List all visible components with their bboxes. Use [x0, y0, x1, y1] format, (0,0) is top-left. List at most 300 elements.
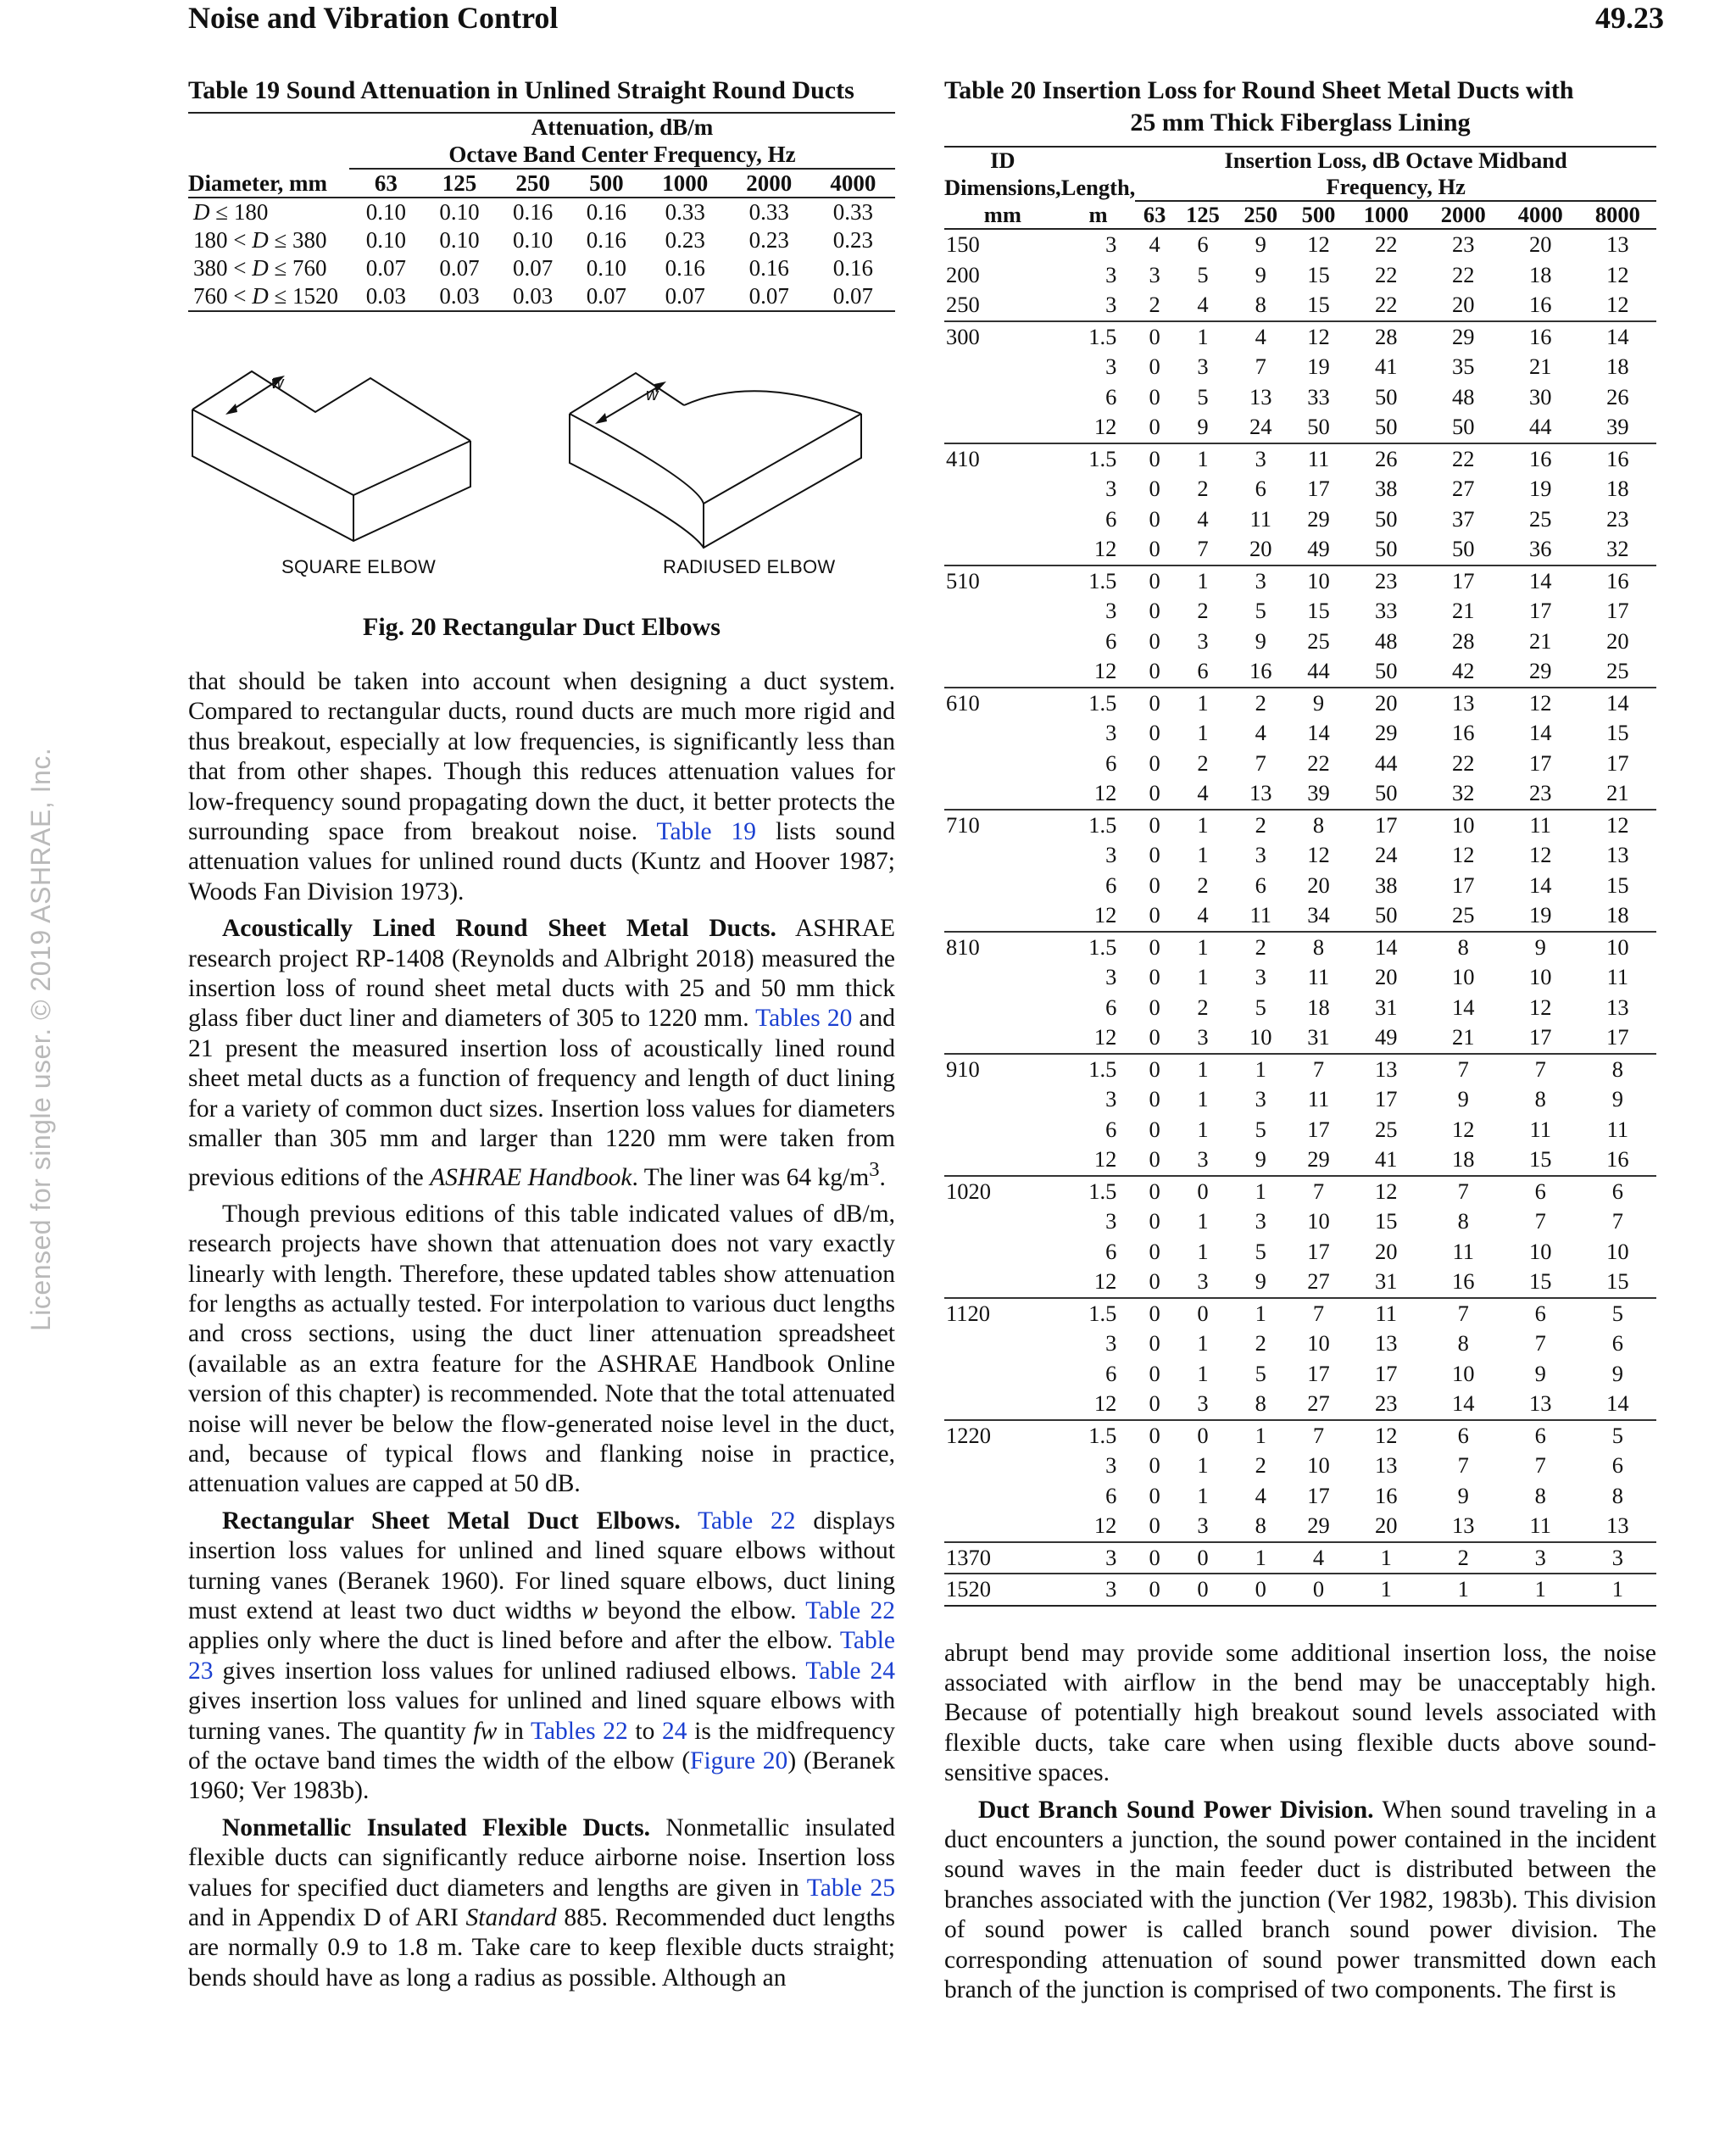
duct-id-cell: 1370	[944, 1542, 1061, 1574]
length-cell: 1.5	[1061, 565, 1136, 597]
run-in-heading: Duct Branch Sound Power Division.	[978, 1796, 1374, 1824]
insertion-loss-cell: 1	[1348, 1542, 1425, 1574]
duct-id-cell: 200	[946, 261, 980, 287]
table19-col-header: 125	[423, 169, 497, 198]
table-row	[944, 504, 1656, 535]
duct-id-cell	[944, 1329, 1061, 1359]
insertion-loss-cell: 19	[1307, 354, 1330, 379]
insertion-loss-cell: 5	[1197, 261, 1209, 287]
duct-id-cell	[944, 1511, 1061, 1542]
insertion-loss-cell: 28	[1348, 321, 1425, 353]
insertion-loss-cell: 22	[1374, 292, 1398, 317]
insertion-loss-cell: 50	[1451, 414, 1475, 439]
length-cell: 3	[1105, 261, 1117, 287]
insertion-loss-cell: 49	[1374, 1024, 1398, 1050]
insertion-loss-cell: 15	[1307, 598, 1330, 623]
insertion-loss-cell: 10	[1307, 1208, 1330, 1234]
table-row	[188, 198, 895, 226]
table-row	[944, 1054, 1656, 1085]
length-cell: 3	[1105, 354, 1117, 379]
insertion-loss-cell: 1	[1197, 1452, 1209, 1478]
insertion-loss-cell: 14	[1606, 1390, 1629, 1416]
table20-freq-header: 1000	[1348, 201, 1425, 229]
insertion-loss-cell: 2	[1232, 810, 1289, 841]
insertion-loss-cell: 9	[1255, 231, 1266, 257]
insertion-loss-cell: 11	[1348, 1298, 1425, 1329]
insertion-loss-cell: 3	[1255, 964, 1266, 989]
insertion-loss-cell: 27	[1307, 1268, 1330, 1294]
insertion-loss-cell: 15	[1606, 720, 1629, 745]
table-row	[944, 1022, 1656, 1054]
insertion-loss-cell: 17	[1348, 810, 1425, 841]
insertion-loss-cell: 4	[1149, 231, 1160, 257]
attenuation-cell: 0.07	[365, 255, 406, 281]
insertion-loss-cell: 17	[1529, 1024, 1552, 1050]
table-row	[944, 840, 1656, 871]
attenuation-cell: 0.33	[665, 199, 705, 225]
insertion-loss-cell: 7	[1425, 1298, 1502, 1329]
insertion-loss-cell: 1	[1197, 1482, 1209, 1508]
attenuation-cell: 0.16	[586, 227, 626, 253]
insertion-loss-cell: 17	[1606, 749, 1629, 776]
insertion-loss-cell: 4	[1197, 292, 1209, 317]
table20-freq-header: 8000	[1579, 201, 1656, 229]
insertion-loss-cell: 17	[1307, 1482, 1330, 1508]
table-row	[944, 1298, 1656, 1329]
insertion-loss-cell: 3	[1197, 1024, 1209, 1050]
insertion-loss-cell: 27	[1307, 1390, 1330, 1416]
insertion-loss-cell: 0	[1149, 720, 1160, 745]
insertion-loss-cell: 12	[1606, 292, 1629, 317]
table-row	[944, 749, 1656, 779]
insertion-loss-cell: 0	[1149, 902, 1160, 928]
table-row	[944, 778, 1656, 810]
insertion-loss-cell: 50	[1374, 414, 1398, 439]
insertion-loss-cell: 17	[1529, 749, 1552, 776]
insertion-loss-cell: 1	[1174, 321, 1232, 353]
insertion-loss-cell: 12	[1579, 810, 1656, 841]
insertion-loss-cell: 8	[1425, 932, 1502, 963]
insertion-loss-cell: 6	[1579, 1176, 1656, 1207]
insertion-loss-cell: 34	[1307, 902, 1330, 928]
insertion-loss-cell: 27	[1451, 476, 1475, 501]
insertion-loss-cell: 15	[1529, 1146, 1552, 1172]
insertion-loss-cell: 32	[1451, 780, 1475, 805]
length-cell: 6	[1105, 505, 1117, 532]
insertion-loss-cell: 50	[1374, 658, 1398, 683]
insertion-loss-cell: 5	[1255, 1238, 1266, 1264]
insertion-loss-cell: 37	[1451, 505, 1475, 532]
attenuation-cell: 0.23	[665, 227, 705, 253]
insertion-loss-cell: 11	[1307, 964, 1330, 989]
length-cell: 1.5	[1061, 321, 1136, 353]
diameter-cell: D ≤ 180	[193, 199, 269, 225]
insertion-loss-cell: 7	[1289, 1298, 1347, 1329]
attenuation-cell: 0.10	[513, 227, 554, 253]
insertion-loss-cell: 29	[1307, 1146, 1330, 1172]
insertion-loss-cell: 1	[1502, 1574, 1579, 1606]
insertion-loss-cell: 7	[1289, 1176, 1347, 1207]
insertion-loss-cell: 16	[1249, 658, 1272, 683]
paragraph: Nonmetallic Insulated Flexible Ducts. Nonmetallic insulated flexible ducts can significantly reduce airborne noise. Insertion loss values for specified duct diameters and lengths are given in Table 25 and in Appendix D of ARI Standard 885. Recommended duct lengths are normally 0.9 to 1.8 m. Take care to keep flexible ducts straight; bends should have as long a radius as possible. Although an	[188, 1813, 896, 1992]
diameter-cell: 380 < D ≤ 760	[193, 255, 327, 281]
run-in-heading: Acoustically Lined Round Sheet Metal Ducts.	[222, 915, 776, 943]
insertion-loss-cell: 1	[1174, 443, 1232, 475]
diameter-cell: 760 < D ≤ 1520	[193, 283, 339, 309]
length-cell: 3	[1105, 231, 1117, 257]
insertion-loss-cell: 12	[1307, 231, 1330, 257]
insertion-loss-cell: 0	[1174, 1420, 1232, 1451]
duct-id-cell	[944, 1267, 1061, 1298]
insertion-loss-cell: 1	[1197, 842, 1209, 867]
insertion-loss-cell: 13	[1249, 383, 1272, 409]
table-row	[944, 534, 1656, 565]
insertion-loss-cell: 7	[1534, 1208, 1546, 1234]
insertion-loss-cell: 5	[1255, 1116, 1266, 1142]
paragraph: Acoustically Lined Round Sheet Metal Ducts. ASHRAE research project RP-1408 (Reynolds and Albright 2018) measured the insertion loss of round sheet metal ducts with 25 and 50 mm thick glass fiber duct liner and diameters of 305 to 1220 mm. Tables 20 and 21 present the measured insertion loss of acoustically lined round sheet metal ducts as a function of frequency and length of duct lining for a variety of common duct sizes. Insertion loss values for diameters smaller than 305 mm and larger than 1220 mm were taken from previous editions of the ASHRAE Handbook. The liner was 64 $kg/m^3$.	[188, 915, 895, 1191]
insertion-loss-cell: 0	[1149, 476, 1160, 501]
table-row	[944, 1237, 1656, 1267]
insertion-loss-cell: 0	[1149, 1146, 1160, 1172]
insertion-loss-cell: 0	[1149, 658, 1160, 683]
insertion-loss-cell: 39	[1307, 780, 1330, 805]
attenuation-cell: 0.07	[665, 283, 705, 309]
insertion-loss-cell: 1	[1174, 932, 1232, 963]
diameter-cell: 180 < D ≤ 380	[193, 227, 327, 253]
table-row	[944, 962, 1656, 993]
figure20-caption: Fig. 20 Rectangular Duct Elbows	[363, 613, 721, 641]
table20-group-header-freq: Frequency, Hz	[1135, 174, 1656, 201]
insertion-loss-cell: 0	[1149, 1238, 1160, 1264]
insertion-loss-cell: 1	[1197, 1086, 1209, 1111]
table22-link[interactable]: Table 22	[805, 1597, 896, 1625]
insertion-loss-cell: 21	[1606, 780, 1629, 805]
insertion-loss-cell: 18	[1606, 354, 1629, 379]
insertion-loss-cell: 7	[1534, 1452, 1546, 1478]
insertion-loss-cell: 25	[1451, 902, 1475, 928]
table20-hdr-m: m	[1061, 201, 1136, 229]
insertion-loss-cell: 10	[1529, 964, 1552, 989]
insertion-loss-cell: 21	[1451, 598, 1475, 623]
insertion-loss-cell: 21	[1529, 627, 1552, 654]
insertion-loss-cell: 8	[1255, 1513, 1266, 1538]
table20-group-header: Insertion Loss, dB Octave Midband	[1224, 148, 1567, 173]
insertion-loss-cell: 0	[1174, 1176, 1232, 1207]
length-cell: 3	[1105, 1086, 1117, 1111]
insertion-loss-cell: 3	[1197, 1390, 1209, 1416]
length-cell: 6	[1105, 994, 1117, 1020]
attenuation-cell: 0.16	[586, 199, 626, 225]
insertion-loss-cell: 3	[1255, 1208, 1266, 1234]
table-row	[944, 596, 1656, 627]
duct-id-cell	[944, 1389, 1061, 1420]
table-row	[944, 1574, 1656, 1606]
insertion-loss-cell: 23	[1451, 231, 1475, 257]
insertion-loss-cell: 20	[1374, 1513, 1398, 1538]
table24-link[interactable]: 24	[662, 1717, 687, 1745]
insertion-loss-cell: 29	[1307, 1513, 1330, 1538]
duct-id-cell	[944, 1084, 1061, 1115]
insertion-loss-cell: 0	[1149, 1452, 1160, 1478]
insertion-loss-cell: 20	[1249, 536, 1272, 561]
table-row	[944, 871, 1656, 901]
insertion-loss-cell: 5	[1197, 383, 1209, 409]
table20-hdr-dimensions: Dimensions,	[944, 174, 1061, 200]
insertion-loss-cell: 0	[1149, 1024, 1160, 1050]
insertion-loss-cell: 13	[1348, 1054, 1425, 1085]
table20-freq-header: 4000	[1502, 201, 1579, 229]
duct-id-cell	[944, 627, 1061, 657]
table20-hdr-id: ID	[990, 148, 1015, 173]
insertion-loss-cell: 23	[1529, 780, 1552, 805]
table25-link[interactable]: Table 25	[806, 1874, 895, 1902]
insertion-loss-cell: 0	[1149, 1330, 1160, 1356]
insertion-loss-cell: 11	[1289, 443, 1347, 475]
table19-body	[188, 198, 895, 311]
table20-hdr-mm: mm	[944, 201, 1061, 229]
insertion-loss-cell: 1	[1232, 1298, 1289, 1329]
insertion-loss-cell: 1	[1174, 810, 1232, 841]
insertion-loss-cell: 4	[1197, 505, 1209, 532]
attenuation-cell: 0.10	[365, 227, 406, 253]
insertion-loss-cell: 0	[1149, 536, 1160, 561]
insertion-loss-cell: 2	[1255, 1452, 1266, 1478]
table-row	[944, 443, 1656, 475]
length-cell: 6	[1105, 1116, 1117, 1142]
insertion-loss-cell: 17	[1374, 1086, 1398, 1111]
run-in-heading: Rectangular Sheet Metal Duct Elbows.	[222, 1507, 681, 1535]
length-cell: 6	[1105, 872, 1117, 898]
table-row	[944, 1451, 1656, 1481]
table-row	[944, 1481, 1656, 1512]
table-row	[944, 229, 1656, 260]
table-row	[188, 254, 895, 282]
insertion-loss-cell: 11	[1529, 1116, 1552, 1142]
table-row	[944, 474, 1656, 504]
length-cell: 12	[1093, 658, 1117, 683]
insertion-loss-cell: 10	[1307, 1452, 1330, 1478]
table20-caption-line2: 25 mm Thick Fiberglass Lining	[1130, 109, 1471, 136]
insertion-loss-cell: 14	[1529, 720, 1552, 745]
table20-column-headers	[944, 201, 1656, 229]
insertion-loss-cell: 8	[1534, 1086, 1546, 1111]
insertion-loss-cell: 22	[1425, 443, 1502, 475]
insertion-loss-cell: 1	[1232, 1054, 1289, 1085]
insertion-loss-cell: 1	[1232, 1420, 1289, 1451]
duct-id-cell	[944, 412, 1061, 443]
insertion-loss-cell: 50	[1307, 414, 1330, 439]
attenuation-cell: 0.03	[513, 283, 554, 309]
running-header-title: Noise and Vibration Control	[188, 1, 559, 35]
table19-group-header: Attenuation, dB/m	[531, 114, 714, 140]
insertion-loss-cell: 17	[1307, 1116, 1330, 1142]
length-cell: 3	[1105, 598, 1117, 623]
insertion-loss-cell: 15	[1307, 261, 1330, 287]
length-cell: 6	[1105, 627, 1117, 654]
insertion-loss-cell: 8	[1255, 1390, 1266, 1416]
insertion-loss-cell: 5	[1255, 1360, 1266, 1386]
figure20-link[interactable]: Figure 20	[690, 1747, 788, 1775]
length-cell: 6	[1105, 1238, 1117, 1264]
insertion-loss-cell: 31	[1307, 1024, 1330, 1050]
insertion-loss-cell: 10	[1606, 1238, 1629, 1264]
square-elbow-label: SQUARE ELBOW	[281, 556, 437, 577]
duct-id-cell	[944, 1115, 1061, 1145]
insertion-loss-cell: 2	[1197, 749, 1209, 776]
insertion-loss-cell: 20	[1348, 688, 1425, 719]
insertion-loss-cell: 15	[1606, 872, 1629, 898]
insertion-loss-cell: 17	[1374, 1360, 1398, 1386]
duct-id-cell: 250	[946, 292, 980, 317]
insertion-loss-cell: 4	[1289, 1542, 1347, 1574]
insertion-loss-cell: 39	[1606, 414, 1629, 439]
insertion-loss-cell: 16	[1451, 1268, 1475, 1294]
length-cell: 3	[1105, 476, 1117, 501]
duct-id-cell	[944, 993, 1061, 1023]
insertion-loss-cell: 11	[1606, 1116, 1629, 1142]
duct-id-cell	[944, 596, 1061, 627]
duct-id-cell	[944, 1451, 1061, 1481]
table-row	[944, 290, 1656, 321]
insertion-loss-cell: 29	[1374, 720, 1398, 745]
insertion-loss-cell: 12	[1451, 1116, 1475, 1142]
insertion-loss-cell: 8	[1457, 1330, 1469, 1356]
length-cell: 12	[1093, 1390, 1117, 1416]
table24-link[interactable]: Table 24	[805, 1657, 896, 1685]
insertion-loss-cell: 5	[1579, 1420, 1656, 1451]
insertion-loss-cell: 18	[1307, 994, 1330, 1020]
attenuation-cell: 0.33	[748, 199, 789, 225]
insertion-loss-cell: 50	[1374, 902, 1398, 928]
table23-link[interactable]: Table 23	[188, 1627, 895, 1685]
length-cell: 3	[1105, 1208, 1117, 1234]
insertion-loss-cell: 3	[1255, 842, 1266, 867]
insertion-loss-cell: 20	[1307, 872, 1330, 898]
insertion-loss-cell: 23	[1606, 505, 1629, 532]
insertion-loss-cell: 4	[1232, 321, 1289, 353]
table19-col-header: 1000	[643, 169, 727, 198]
length-cell: 12	[1093, 536, 1117, 561]
run-in-heading: Nonmetallic Insulated Flexible Ducts.	[222, 1813, 650, 1841]
insertion-loss-cell: 0	[1149, 1482, 1160, 1508]
insertion-loss-cell: 0	[1149, 842, 1160, 867]
insertion-loss-cell: 9	[1255, 1268, 1266, 1294]
insertion-loss-cell: 1	[1197, 1208, 1209, 1234]
insertion-loss-cell: 14	[1451, 1390, 1475, 1416]
table-row	[944, 1329, 1656, 1359]
insertion-loss-cell: 15	[1307, 292, 1330, 317]
insertion-loss-cell: 11	[1249, 505, 1272, 532]
attenuation-cell: 0.16	[748, 255, 789, 281]
attenuation-cell: 0.10	[365, 199, 406, 225]
insertion-loss-cell: 0	[1149, 1268, 1160, 1294]
insertion-loss-cell: 15	[1374, 1208, 1398, 1234]
insertion-loss-cell: 16	[1451, 720, 1475, 745]
left-column	[188, 75, 895, 1993]
insertion-loss-cell: 7	[1425, 1176, 1502, 1207]
insertion-loss-cell: 11	[1529, 1513, 1552, 1538]
insertion-loss-cell: 7	[1255, 354, 1266, 379]
tables22-link[interactable]: Tables 22	[531, 1717, 628, 1745]
insertion-loss-cell: 18	[1451, 1146, 1475, 1172]
insertion-loss-cell: 10	[1425, 810, 1502, 841]
insertion-loss-cell: 16	[1529, 292, 1552, 317]
insertion-loss-cell: 10	[1289, 565, 1347, 597]
page-number: 49.23	[1595, 1, 1664, 35]
insertion-loss-cell: 6	[1197, 658, 1209, 683]
duct-id-cell: 410	[944, 443, 1061, 475]
table-row	[944, 1389, 1656, 1420]
insertion-loss-cell: 3	[1197, 1268, 1209, 1294]
insertion-loss-cell: 7	[1611, 1208, 1624, 1234]
insertion-loss-cell: 1	[1232, 1542, 1289, 1574]
table19-link[interactable]: Table 19	[656, 818, 757, 846]
insertion-loss-cell: 3	[1197, 354, 1209, 379]
insertion-loss-cell: 23	[1348, 565, 1425, 597]
attenuation-cell: 0.07	[439, 255, 480, 281]
insertion-loss-cell: 10	[1529, 1238, 1552, 1264]
insertion-loss-cell: 2	[1425, 1542, 1502, 1574]
insertion-loss-cell: 12	[1307, 842, 1330, 867]
insertion-loss-cell: 11	[1452, 1238, 1474, 1264]
insertion-loss-cell: 12	[1529, 994, 1552, 1020]
insertion-loss-cell: 4	[1197, 780, 1209, 805]
insertion-loss-cell: 0	[1135, 688, 1174, 719]
insertion-loss-cell: 7	[1289, 1054, 1347, 1085]
insertion-loss-cell: 12	[1289, 321, 1347, 353]
insertion-loss-cell: 8	[1611, 1482, 1624, 1508]
insertion-loss-cell: 16	[1579, 443, 1656, 475]
attenuation-cell: 0.07	[513, 255, 554, 281]
insertion-loss-cell: 31	[1374, 994, 1398, 1020]
duct-id-cell	[944, 871, 1061, 901]
insertion-loss-cell: 7	[1534, 1330, 1546, 1356]
insertion-loss-cell: 3	[1232, 443, 1289, 475]
tables20-link[interactable]: Tables 20	[755, 1005, 853, 1033]
duct-id-cell	[944, 1237, 1061, 1267]
insertion-loss-cell: 14	[1502, 565, 1579, 597]
insertion-loss-cell: 41	[1374, 354, 1398, 379]
duct-id-cell	[944, 504, 1061, 535]
paragraph: Duct Branch Sound Power Division. When sound traveling in a duct encounters a junction, the sound power contained in the incident sound waves in the main feeder duct is distributed between the branches associated with the junction (Ver 1982, 1983b). This division of sound power is called branch sound power division. The corresponding attenuation of sound power transmitted down each branch of the junction is comprised of two components. The first is	[944, 1796, 1657, 2003]
insertion-loss-cell: 9	[1611, 1086, 1624, 1111]
table-row	[944, 656, 1656, 688]
insertion-loss-cell: 35	[1451, 354, 1475, 379]
insertion-loss-cell: 8	[1289, 932, 1347, 963]
insertion-loss-cell: 50	[1374, 536, 1398, 561]
insertion-loss-cell: 10	[1451, 964, 1475, 989]
duct-id-cell: 1120	[944, 1298, 1061, 1329]
table-row	[944, 565, 1656, 597]
insertion-loss-cell: 38	[1374, 872, 1398, 898]
length-cell: 1.5	[1061, 1054, 1136, 1085]
insertion-loss-cell: 2	[1232, 932, 1289, 963]
length-cell: 3	[1061, 1574, 1136, 1606]
length-cell: 12	[1093, 1513, 1117, 1538]
insertion-loss-cell: 9	[1534, 1360, 1546, 1386]
insertion-loss-cell: 22	[1307, 749, 1330, 776]
figure20-drawing	[188, 363, 895, 577]
insertion-loss-cell: 0	[1232, 1574, 1289, 1606]
table22-link[interactable]: Table 22	[698, 1507, 796, 1535]
insertion-loss-cell: 2	[1197, 598, 1209, 623]
table20-freq-header: 125	[1174, 201, 1232, 229]
insertion-loss-cell: 1	[1425, 1574, 1502, 1606]
length-cell: 1.5	[1061, 688, 1136, 719]
table19-group-header-freq: Octave Band Center Frequency, Hz	[349, 141, 895, 169]
attenuation-cell: 0.23	[748, 227, 789, 253]
length-cell: 1.5	[1061, 932, 1136, 963]
